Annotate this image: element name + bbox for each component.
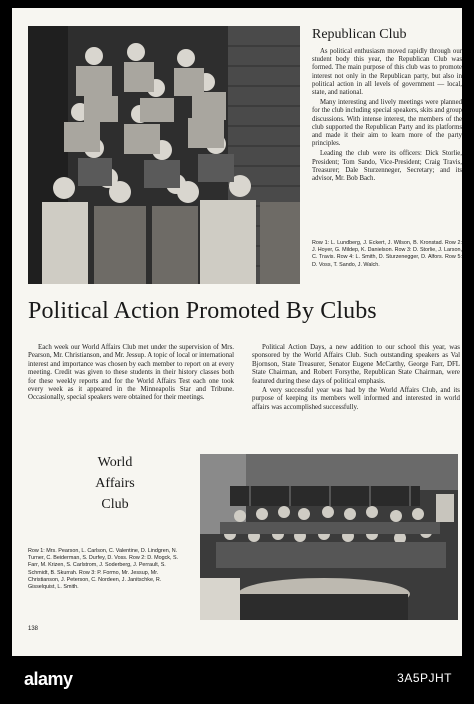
title-line: World: [97, 455, 133, 470]
title-line: Affairs: [95, 476, 135, 491]
world-affairs-club-title: [60, 452, 170, 515]
title-line: Club: [101, 497, 129, 512]
world-affairs-summary-paragraph: A very successful year was had by the World Affairs Club, and its purpose of keeping its members well informed and interested in world affairs was accomplished successfully.: [252, 387, 460, 411]
republican-paragraph: Many interesting and lively meetings were planned for the club including special speakers, skits and group discussions. With intense interest, the members of the club supported the Republican Party and its platforms and made it their aim to learn more of the party principles.: [312, 99, 462, 148]
world-affairs-article-left: [28, 344, 234, 403]
republican-club-title: Republican Club: [312, 27, 407, 42]
republican-paragraph: As political enthusiasm moved rapidly through our student body this year, the Republican Club was formed. The main purpose of this club was to promote interest not only in the Republican party, but also in political action in all levels of government — local, state, and national.: [312, 48, 462, 97]
world-affairs-caption: Row 1: Mrs. Pearson, L. Carlson, C. Valentine, D. Lindgren, N. Turner, C. Beiderman, S. Durfey, D. Voss. Row 2: D. Mogck, S. Farr, M. Krizen, S. Carlstrom, J. Soderberg, J. Perrault, S. Schmidt, B. Skurrah. Row 3: P. Formo, Mr. Jessup, Mr. Christianson, J. Peterson, C. Nordeen, J. Janitschke, R. Gisselquist, L. Smith.: [28, 548, 179, 591]
republican-club-photo: [28, 26, 300, 284]
page-number: 138: [28, 626, 39, 632]
world-affairs-club-photo: [200, 454, 458, 620]
watermark-logo: alamy: [24, 669, 73, 689]
political-action-paragraph: Political Action Days, a new addition to our school this year, was sponsored by the World Affairs Club. Such outstanding speakers as Val Bjornson, State Treasurer, Senator Eugene McCarthy, George Farr, DFL State Chairman, and Robert Forsythe, Republican State Chairman, were featured during these days of political emphasis.: [252, 344, 460, 385]
world-affairs-article-right: [252, 344, 460, 413]
page-headline: Political Action Promoted By Clubs: [28, 298, 377, 324]
republican-paragraph: Leading the club were its officers: Dick Storlie, President; Tom Sando, Vice-President; Craig Travis, Treasurer; Dale Sturzenneger, Secretary; and its advisor, Mr. Bob Bach.: [312, 150, 462, 183]
republican-club-article: [312, 48, 462, 185]
yearbook-page: [12, 8, 462, 656]
world-affairs-paragraph: Each week our World Affairs Club met under the supervision of Mrs. Pearson, Mr. Christianson, and Mr. Jessup. A topic of local or international interest and importance was chosen by each member to report on at every meeting. Credit was given to these students in their history classes both for these weekly reports and for the World Affairs Test each one took every week as it appeared in the Minneapolis Star and Tribune. Occasionally, special speakers were obtained for their meetings.: [28, 344, 234, 402]
republican-club-caption: Row 1: L. Lundberg, J. Eckert, J. Wilson, B. Kronstad. Row 2: J. Hoyer, G. Mildep, K. Danielson. Row 3: D. Storlie, J. Larson, C. Travis. Row 4: L. Smith, D. Sturzenegger, D. Alfors. Row 5: D. Voss, T. Sando, J. Walch.: [312, 240, 462, 268]
watermark-image-id: 3A5PJHT: [397, 671, 452, 685]
